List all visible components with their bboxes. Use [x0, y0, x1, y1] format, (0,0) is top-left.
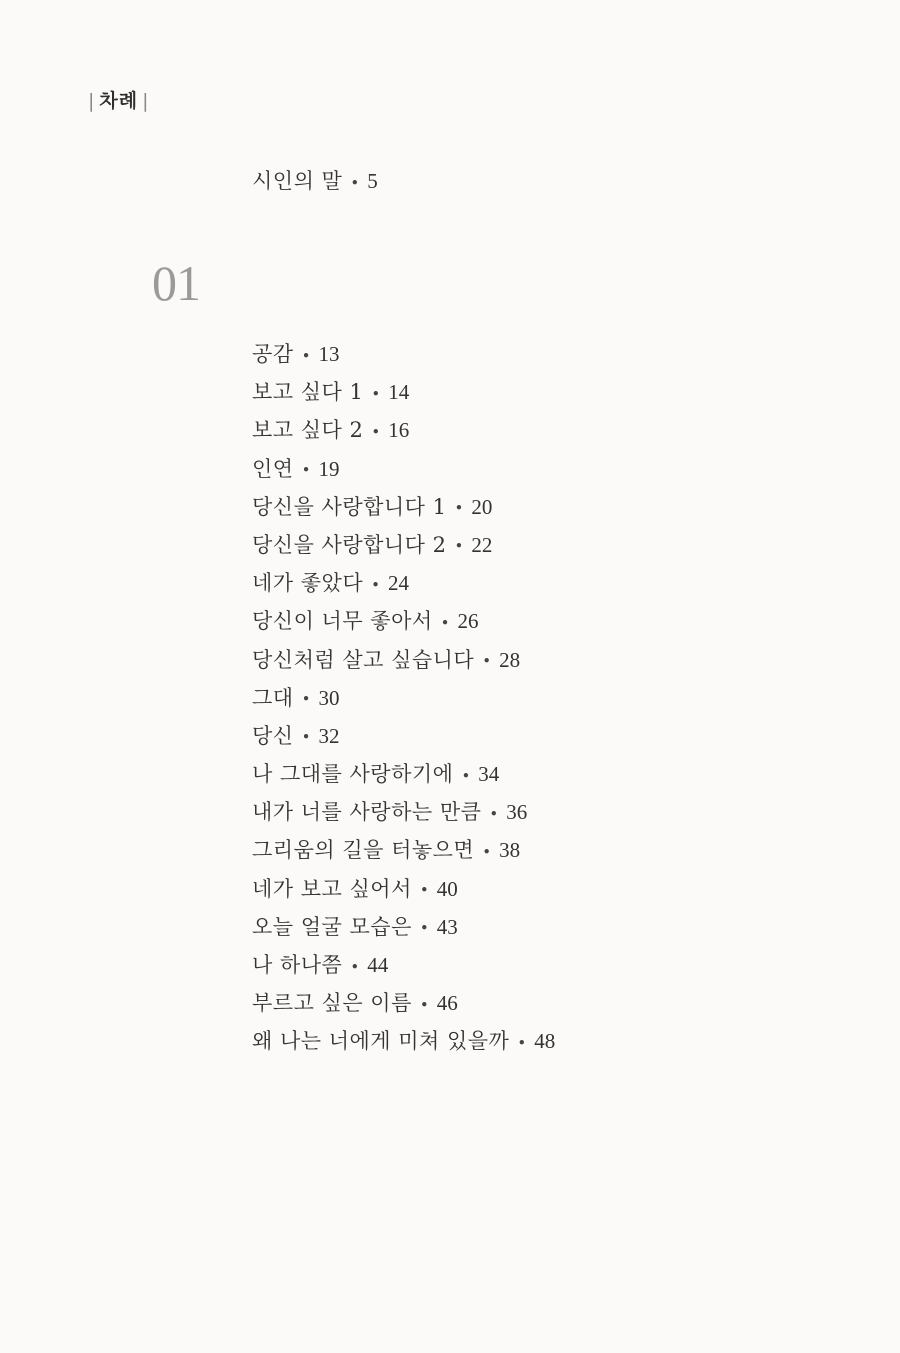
- toc-separator: •: [419, 919, 429, 938]
- toc-item[interactable]: [252, 949, 555, 987]
- toc-item[interactable]: [252, 338, 555, 376]
- toc-item[interactable]: [252, 567, 555, 605]
- toc-item-title: 당신을 사랑합니다 2: [252, 532, 447, 557]
- toc-item-page: 38: [499, 838, 521, 863]
- toc-separator: •: [371, 575, 380, 594]
- page-title: 차례: [99, 90, 139, 112]
- toc-item-title: 그대: [252, 685, 294, 710]
- toc-separator: •: [301, 346, 311, 365]
- toc-item[interactable]: [252, 873, 555, 911]
- toc-item[interactable]: [252, 529, 555, 567]
- header-bar-right: |: [142, 90, 150, 112]
- toc-item[interactable]: [252, 453, 555, 491]
- toc-separator: •: [371, 384, 381, 403]
- toc-separator: •: [482, 652, 492, 670]
- toc-item-title: 나 하나쯤: [252, 953, 343, 977]
- toc-item[interactable]: [252, 376, 555, 414]
- toc-item-page: 40: [436, 876, 458, 901]
- toc-item-page: 48: [534, 1029, 556, 1054]
- toc-separator: •: [301, 690, 311, 709]
- toc-item-page: 32: [318, 723, 340, 748]
- toc-item[interactable]: [252, 605, 555, 643]
- toc-item-title: 인연: [252, 456, 294, 481]
- toc-item-page: 30: [318, 685, 340, 710]
- toc-separator: •: [419, 881, 429, 900]
- toc-separator: •: [482, 842, 492, 861]
- toc-separator: •: [301, 728, 311, 747]
- toc-item-preface[interactable]: [252, 166, 378, 198]
- page-header: [84, 86, 154, 113]
- toc-item-page: 19: [318, 456, 340, 481]
- toc-separator: •: [301, 461, 311, 480]
- toc-item[interactable]: [252, 796, 555, 834]
- toc-item-page: 5: [367, 169, 378, 193]
- section-number: 01: [152, 255, 200, 311]
- toc-separator: •: [350, 173, 360, 192]
- toc-item-title: 내가 너를 사랑하는 만큼: [252, 800, 482, 825]
- toc-item-title: 나 그대를 사랑하기에: [252, 762, 454, 787]
- toc-separator: •: [371, 422, 381, 441]
- toc-item[interactable]: [252, 414, 555, 452]
- toc-item-title: 왜 나는 너에게 미쳐 있을까: [252, 1029, 510, 1054]
- toc-item[interactable]: [252, 491, 555, 529]
- toc-item-page: 46: [436, 991, 458, 1016]
- toc-item-title: 그리움의 길을 터놓으면: [252, 838, 475, 863]
- toc-item-page: 13: [318, 342, 340, 366]
- toc-item-title: 보고 싶다 2: [252, 418, 364, 443]
- toc-item-page: 20: [471, 494, 493, 519]
- toc-list: [252, 338, 555, 1064]
- toc-item[interactable]: [252, 911, 555, 949]
- toc-item-title: 공감: [252, 342, 294, 366]
- header-bar-left: |: [88, 90, 96, 112]
- toc-item-title: 네가 좋았다: [252, 571, 364, 596]
- toc-item-title: 시인의 말: [252, 169, 343, 193]
- toc-item-title: 오늘 얼굴 모습은: [252, 914, 412, 939]
- toc-item[interactable]: [252, 834, 555, 872]
- toc-item-page: 14: [388, 380, 410, 405]
- toc-item-page: 34: [478, 762, 500, 787]
- toc-item-title: 보고 싶다 1: [252, 380, 364, 405]
- toc-item-title: 당신처럼 살고 싶습니다: [252, 647, 475, 672]
- toc-item[interactable]: [252, 987, 555, 1025]
- toc-item-page: 44: [367, 953, 389, 977]
- toc-item-title: 네가 보고 싶어서: [252, 876, 412, 901]
- toc-item[interactable]: [252, 1025, 555, 1063]
- toc-item-title: 당신이 너무 좋아서: [252, 609, 433, 634]
- toc-separator: •: [350, 957, 360, 976]
- toc-item-title: 부르고 싶은 이름: [252, 991, 412, 1016]
- toc-item-title: 당신: [252, 723, 294, 748]
- toc-item-page: 36: [506, 800, 528, 825]
- toc-separator: •: [489, 804, 499, 823]
- toc-separator: •: [517, 1033, 527, 1052]
- toc-item-title: 당신을 사랑합니다 1: [252, 494, 447, 519]
- toc-separator: •: [454, 537, 464, 556]
- toc-item[interactable]: [252, 720, 555, 758]
- toc-separator: •: [419, 995, 429, 1014]
- toc-separator: •: [454, 499, 464, 518]
- toc-item[interactable]: [252, 758, 555, 796]
- toc-item-page: 43: [436, 914, 458, 939]
- toc-item-page: 26: [457, 609, 479, 634]
- toc-separator: •: [440, 613, 450, 632]
- toc-item-page: 24: [387, 571, 409, 596]
- toc-item-page: 16: [388, 418, 410, 443]
- toc-item[interactable]: [252, 682, 555, 720]
- toc-separator: •: [461, 766, 471, 785]
- toc-item-page: 22: [471, 532, 493, 557]
- toc-item[interactable]: [252, 644, 555, 682]
- toc-item-page: 28: [499, 647, 521, 672]
